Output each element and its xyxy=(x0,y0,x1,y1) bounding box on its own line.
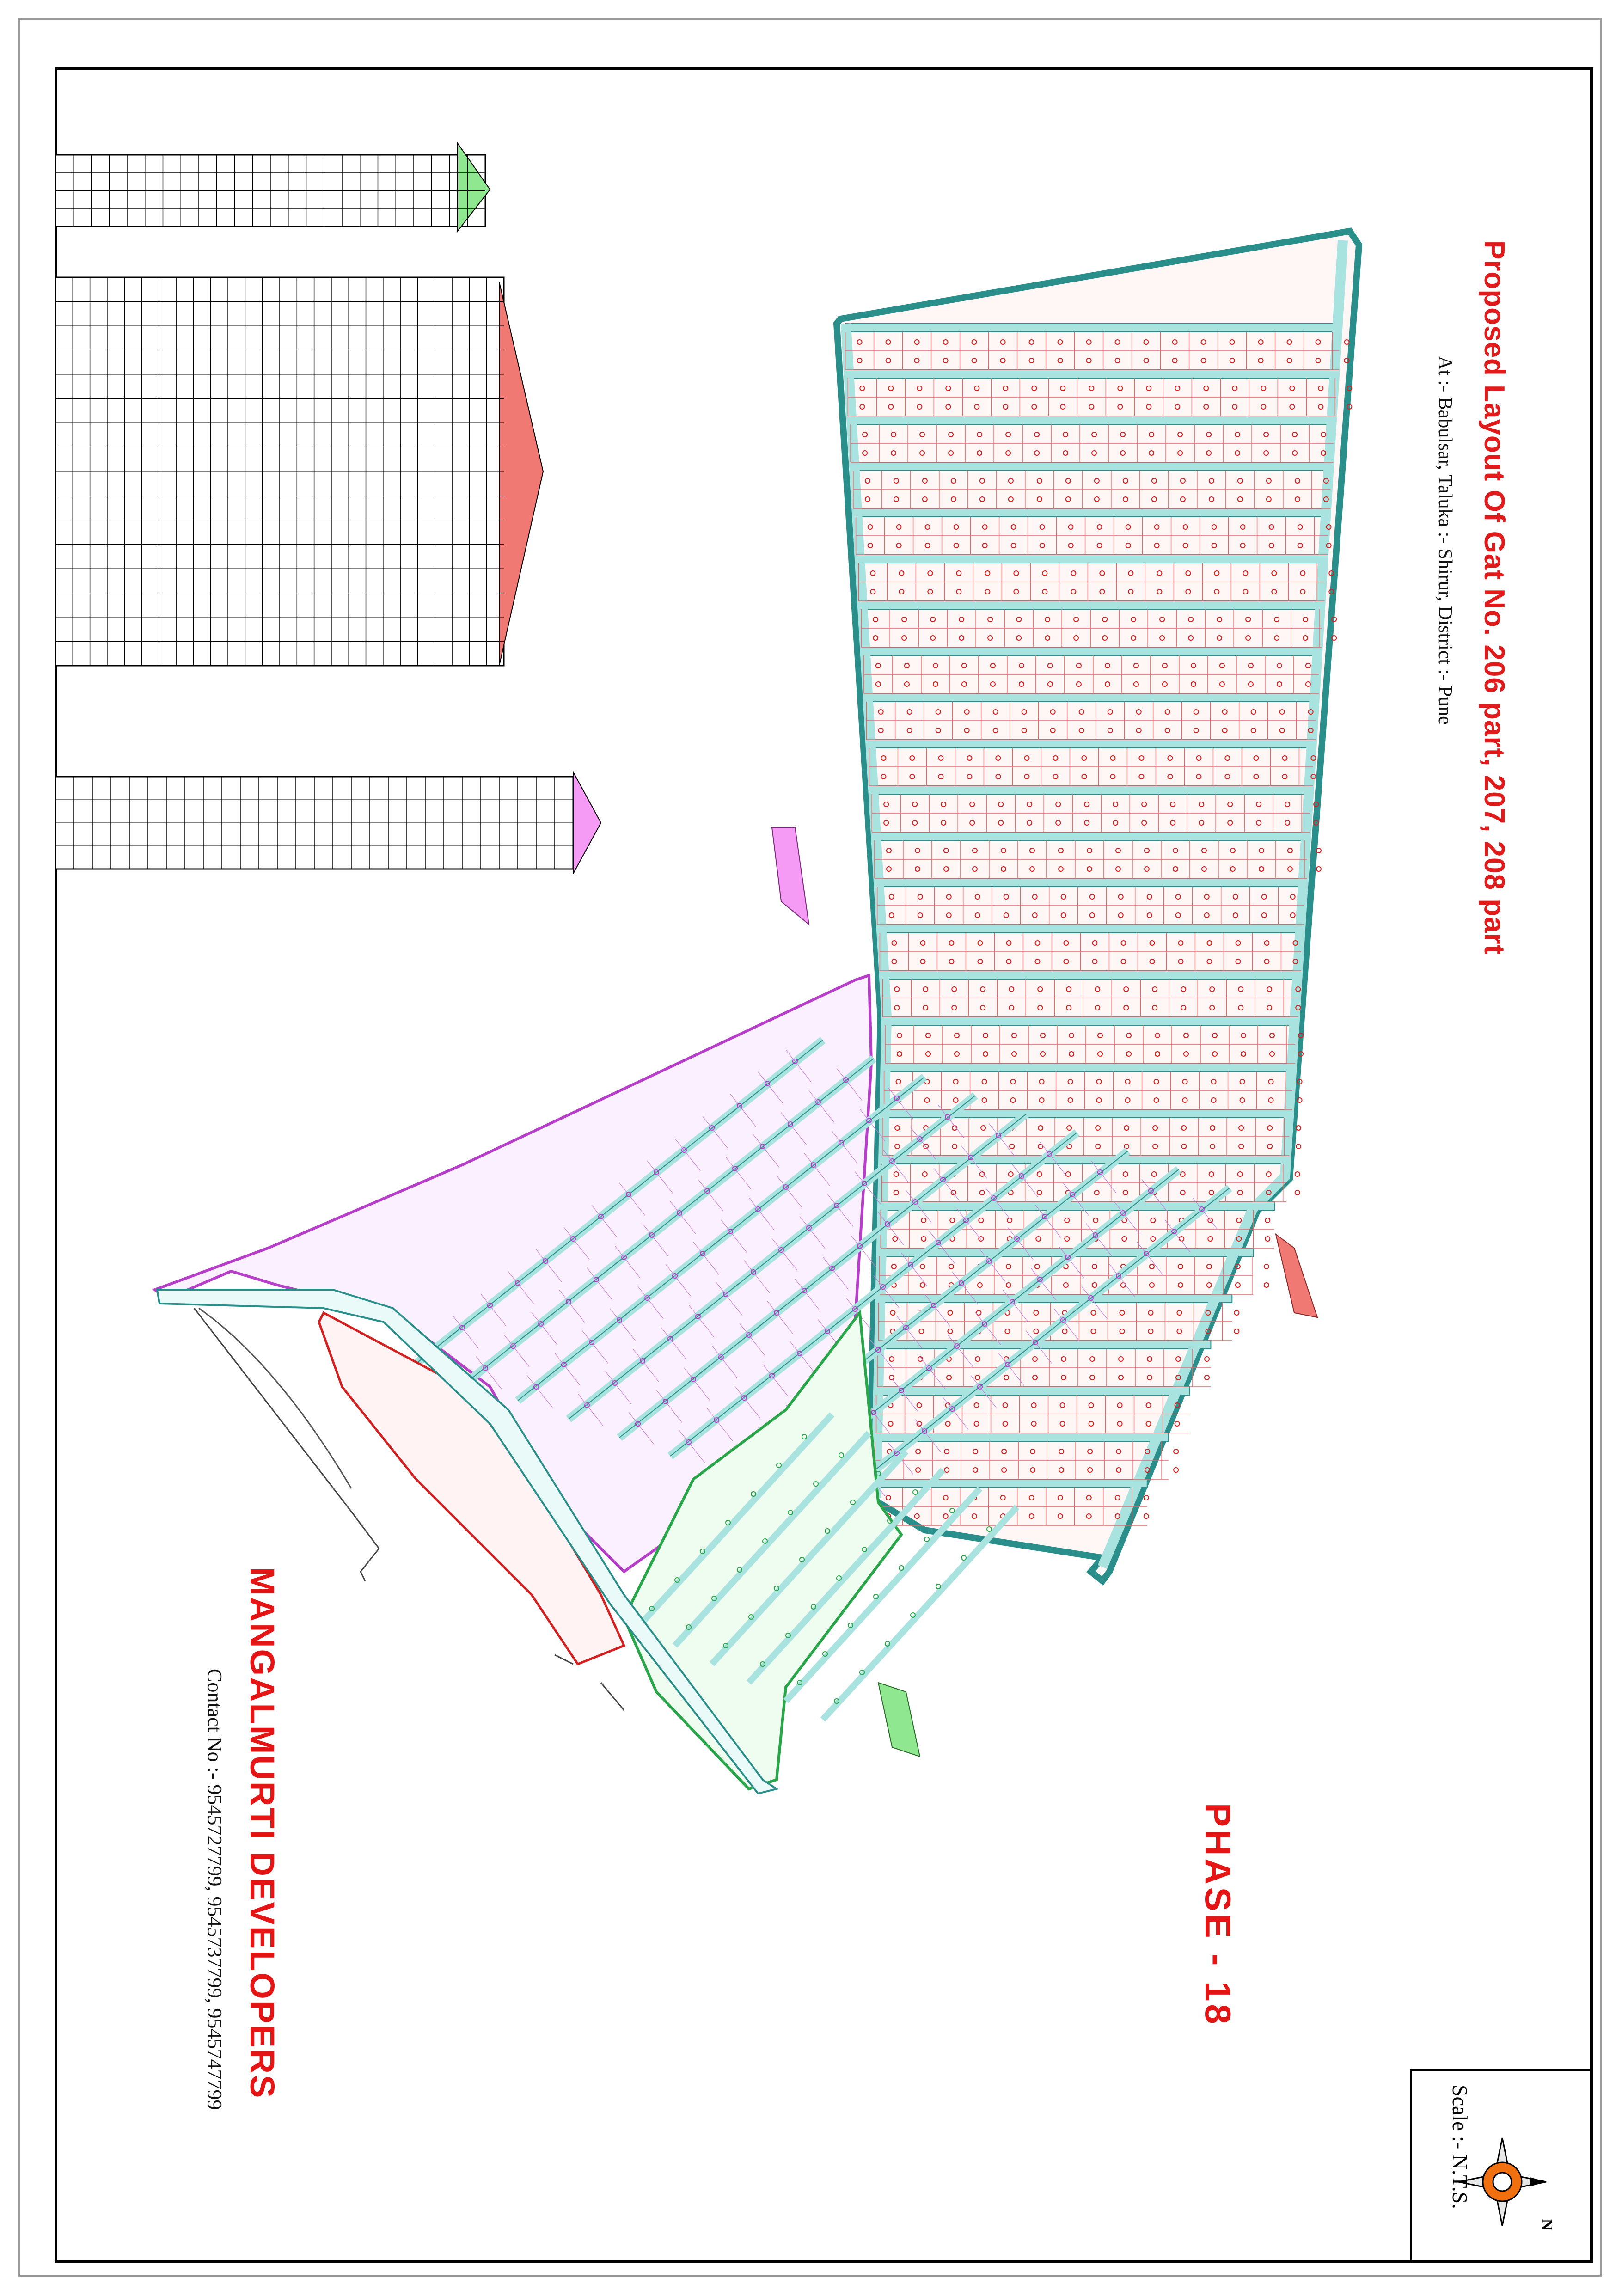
internal-road xyxy=(877,878,1304,887)
plan-location: At :- Babulsar, Taluka :- Shirur, District :- Pune xyxy=(1434,356,1456,725)
scale-label: Scale :- N.T.S. xyxy=(1448,2085,1472,2209)
phase-label: PHASE - 18 xyxy=(1198,1803,1238,2027)
developer-name: MANGALMURTI DEVELOPERS xyxy=(243,1567,282,2100)
north-label: N xyxy=(1538,2219,1555,2230)
block-a-tag xyxy=(1276,1234,1317,1317)
internal-road xyxy=(875,832,1307,840)
internal-road xyxy=(853,462,1330,471)
internal-road xyxy=(856,508,1328,517)
block-c-tag xyxy=(878,1683,920,1757)
internal-road xyxy=(845,324,1340,332)
internal-road xyxy=(858,555,1324,563)
block-b-tag xyxy=(772,827,809,925)
internal-road xyxy=(876,1387,1190,1395)
internal-road xyxy=(869,740,1313,748)
internal-road xyxy=(848,370,1336,378)
internal-road xyxy=(872,786,1310,794)
internal-road xyxy=(882,971,1298,979)
internal-road xyxy=(861,601,1322,609)
internal-road xyxy=(885,1017,1295,1025)
internal-road xyxy=(878,1294,1232,1303)
internal-road xyxy=(880,925,1301,933)
internal-road xyxy=(864,647,1319,655)
internal-road xyxy=(884,1063,1292,1071)
internal-road xyxy=(867,693,1316,702)
internal-road xyxy=(882,1156,1286,1164)
plan-title: Proposed Layout Of Gat No. 206 part, 207, 208 part xyxy=(1478,240,1510,955)
scale-box xyxy=(1410,2069,1593,2263)
internal-road xyxy=(874,1479,1147,1488)
internal-road xyxy=(851,416,1334,424)
internal-road xyxy=(877,1341,1211,1349)
table-block-c xyxy=(55,143,490,231)
contact-numbers: Contact No :- 9545727799, 9545737799, 9545747799 xyxy=(203,1669,226,2110)
